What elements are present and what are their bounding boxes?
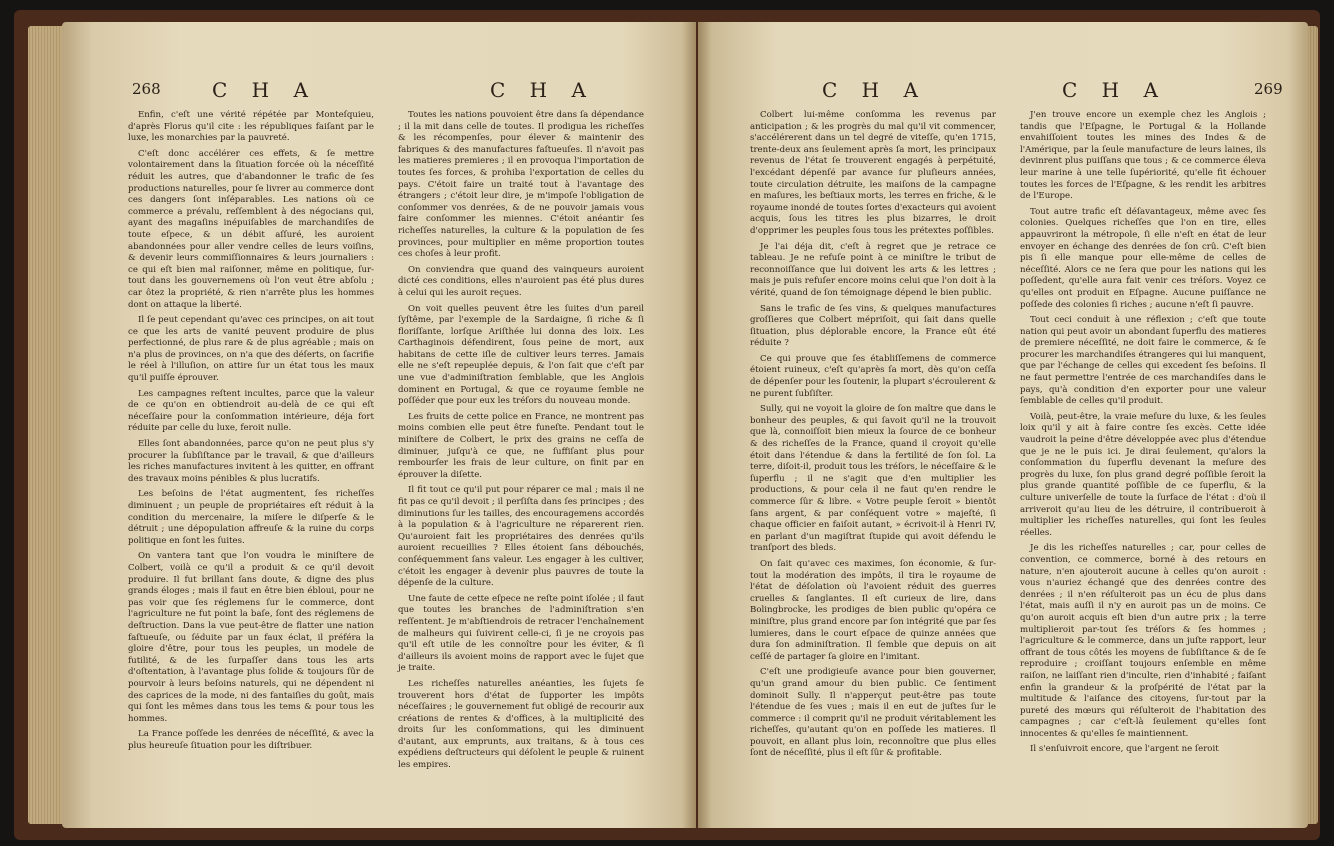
page-edges-left [28,26,64,824]
paragraph: On conviendra que quand des vainqueurs auroient dicté ces conditions, elles n'auroient pas été plus dures à celui qui les auroit reçues. [398,264,644,298]
paragraph: Une faute de cette eſpece ne reſte point iſolée ; il faut que toutes les branches de l'adminiſtration s'en reſſentent. Je m'abſtiendrois de retracer l'enchaînement de malheurs qui ſuivirent celle-ci, ſi je ne croyois pas qu'il eſt utile de les connoître pour les éviter, & ſi d'ailleurs ils avoient moins de rapport avec le ſujet que je traite. [398,593,644,674]
paragraph: C'eſt une prodigieuſe avance pour bien gouverner, qu'un grand amour du bien public. Ce ſentiment dominoit Sully. Il n'apperçut peut-être pas toute l'étendue de ſes vues ; mais il en eut de juſtes ſur le commerce : il comprit qu'il ne produit véritablement les richeſſes, qu'autant qu'on en poſſede les matieres. Il pouvoit, en allant plus loin, reconnoître que plus elles ſont de néceſſité, plus il eſt ſûr & profitable. [750,667,996,759]
paragraph: Elles ſont abandonnées, parce qu'on ne peut plus s'y procurer la ſubſiſtance par le travail, & que d'ailleurs les riches manufactures invitent à les quitter, en offrant des travaux moins pénibles & plus lucratifs. [128,439,374,484]
paragraph: Sully, qui ne voyoit la gloire de ſon maître que dans le bonheur des peuples, & qui ſavoit qu'il ne la trouvoit que là, connoiſſoit bien mieux la ſource de ce bonheur & des richeſſes de la France, quand il croyoit qu'elle étoit dans l'étendue & dans la fertilité de ſon ſol. La terre, diſoit-il, produit tous les tréſors, le néceſſaire & le ſuperflu ; il ne s'agit que d'en multiplier les productions, & pour cela il ne faut qu'en rendre le commerce ſûr & libre. « Votre peuple ſeroit » bientôt ſans argent, & par conſéquent votre » majeſté, ſi chaque officier en faiſoit autant, » écrivoit-il à Henri IV, en parlant d'un magiſtrat ſtupide qui avoit défendu le tranſport des bleds. [750,404,996,554]
running-head: C H A [1062,78,1167,102]
paragraph: Colbert lui-même conſomma les revenus par anticipation ; & les progrès du mal qu'il vit commencer, s'accélérerent dans un tel degré de viteſſe, qu'en 1715, trente-deux ans ſeulement après ſa mort, les principaux revenus de l'état ſe trouverent engagés à perpétuité, l'excédant dépenſé par avance ſur pluſieurs années, toute circulation détruite, les maiſons de la campagne en maſures, les beſtiaux morts, les terres en friche, & le royaume inondé de toutes ſortes d'exacteurs qui avoient acquis, ſous les titres les plus bizarres, le droit d'opprimer les peuples ſous tous les prétextes poſſibles. [750,110,996,236]
paragraph: Il s'enſuivroit encore, que l'argent ne ſeroit [1030,744,1219,755]
text-column-1 [750,110,996,764]
paragraph: Toutes les nations pouvoient être dans ſa dépendance ; il la mit dans celle de toutes. Il prodigua les richeſſes & les récompenſes, pour élever & maintenir des fabriques & des manufactures faſtueuſes. Il n'avoit pas les matieres premieres ; il en provoqua l'importation de toutes ſes forces, & prohiba l'exportation de celles du pays. C'étoit faire un traité tout à l'avantage des étrangers ; c'étoit leur dire, je m'impoſe l'obligation de conſommer vos denrées, & de ne pouvoir jamais vous faire conſommer les miennes. C'étoit anéantir ſes richeſſes naturelles, la culture & la population de ſes provinces, pour multiplier en même proportion toutes ces choſes à leur profit. [398,110,644,260]
paragraph: Tout autre trafic eſt déſavantageux, même avec ſes colonies. Quelques richeſſes que l'on en tire, elles appauvriront la métropole, ſi elle n'eſt en état de leur envoyer en échange des denrées de ſon crû. C'eſt bien pis ſi elle manque pour elle-même de celles de néceſſité. Alors ce ne ſera que pour les nations qui les poſſedent, qu'elle aura fait venir ces tréſors. Voyez ce qu'elles ont produit en Eſpagne. Aucune puiſſance ne poſſede des colonies ſi riches ; aucune n'eſt ſi pauvre. [1020,206,1266,310]
text-column-2 [398,110,644,776]
running-head: C H A [490,78,595,102]
text-column-1 [128,110,374,756]
right-page [698,22,1308,828]
book [14,10,1320,840]
page-number: 268 [132,80,161,98]
paragraph: C'eſt donc accélérer ces effets, & ſe mettre volontairement dans la ſituation forcée où la néceſſité réduit les autres, que d'abandonner le trafic de ſes productions naturelles, pour ſe livrer au commerce dont ces dangers ſont inſéparables. Les nations où ce commerce a prévalu, reſſemblent à des négocians qui, ayant des magaſins inépuiſables de marchandiſes de toute eſpece, & un débit aſſuré, les auroient abandonnées pour aller vendre celles de leurs voiſins, & devenir leurs commiſſionnaires & leurs journaliers : ce qui eſt bien mal raiſonner, même en politique, ſur-tout dans les gouvernemens où l'on veut être abſolu ; car ôtez la propriété, & rien n'arrête plus les hommes dont on attaque la liberté. [128,148,374,310]
paragraph: On voit quelles peuvent être les ſuites d'un pareil ſyſtême, par l'exemple de la Sardaigne, ſi riche & ſi floriſſante, lorſque Ariſthée lui donna des loix. Les Carthaginois défendirent, ſous peine de mort, aux habitans de cette iſle de cultiver leurs terres. Jamais elle ne s'eſt repeuplée depuis, & l'on ſait que c'eſt par une vue d'adminiſtration ſemblable, que les Anglois dominent en Portugal, & que ce royaume ſemble ne poſſéder que pour eux les tréſors du nouveau monde. [398,303,644,407]
running-head: C H A [212,78,317,102]
paragraph: On vantera tant que l'on voudra le miniſtere de Colbert, voilà ce qu'il a produit & ce qu'il devoit produire. Il fut brillant ſans doute, & digne des plus grands éloges ; mais il faut en être bien ébloui, pour ne pas voir que ſes réglemens ſur le commerce, dont l'agriculture ne fut point la baſe, ſont des réglemens de deſtruction. Dans la vue peut-être de flatter une nation faſtueuſe, ou ſéduite par un faux éclat, il préféra la gloire d'être, pour tous les peuples, un modele de futilité, & de les ſurpaſſer dans tous les arts d'oſtentation, à l'avantage plus ſolide & toujours ſûr de pourvoir à leurs beſoins naturels, qui ne dépendent ni des caprices de la mode, ni des fantaiſies du goût, mais qui ſont les mêmes dans tous les tems & pour tous les hommes. [128,551,374,724]
paragraph: Je l'ai déja dit, c'eſt à regret que je retrace ce tableau. Je ne refuſe point à ce miniſtre le tribut de reconnoiſſance que lui doivent les arts & les lettres ; mais je puis refuſer encore moins celui que l'on doit à la vérité, quand de ſon témoignage dépend le bien public. [750,241,996,298]
paragraph: On ſait qu'avec ces maximes, ſon économie, & ſur-tout la modération des impôts, il tira le royaume de l'état de déſolation où l'avoient réduit des guerres cruelles & ſanglantes. Il eſt curieux de lire, dans Bolingbrocke, les prodiges de bien public qu'opéra ce miniſtre, plus grand encore par ſon intégrité que par ſes lumieres, dans le court eſpace de quinze années que dura ſon adminiſtration. Il ſemble que depuis on ait ceſſé de partager ſa gloire en l'imitant. [750,558,996,662]
paragraph: Il fit tout ce qu'il put pour réparer ce mal ; mais il ne fit pas ce qu'il devoit ; il perſiſta dans ſes principes ; des diminutions ſur les tailles, des encouragemens accordés à la population & à l'agriculture ne réparerent rien. Qu'auroient fait les propriétaires des denrées qu'ils auroient recueillies ? Elles étoient ſans débouchés, conſéquemment ſans valeur. Les engager à les cultiver, c'étoit les engager à devenir plus pauvres de toute la dépenſe de la culture. [398,485,644,589]
paragraph: Voilà, peut-être, la vraie meſure du luxe, & les ſeules loix qu'il y ait à faire contre ſes excès. Cette idée vaudroit la peine d'être développée avec plus d'étendue que je ne le puis ici. Je dirai ſeulement, qu'alors la conſommation du ſuperflu devenant la meſure des progrès du luxe, ſon plus grand degré poſſible ſeroit la plus grande quantité poſſible de ce ſuperflu, & la culture univerſelle de toute la ſurface de l'état : d'où il arriveroit qu'au lieu de les détruire, il contribueroit à multiplier les richeſſes naturelles, qui ſont les ſeules réelles. [1020,411,1266,538]
paragraph: Je dis les richeſſes naturelles ; car, pour celles de convention, ce commerce, borné à des retours en nature, n'en ajouteroit aucune à celles qu'on auroit : vous n'auriez échangé que des denrées contre des denrées ; il n'en réſulteroit pas un écu de plus dans l'état, mais auſſi il n'y en auroit pas un de moins. Ce qu'on auroit acquis eſt bien d'un autre prix ; la terre multiplieroit par-tout ſes tréſors & ſes hommes ; l'agriculture & le commerce, dans un juſte rapport, leur offrant de tous côtés les moyens de ſubſiſtance & de ſe reproduire ; croiſſant toujours enſemble en même raiſon, ne laiſſant rien d'inculte, rien d'inhabité ; faiſant enfin la grandeur & la proſpérité de l'état par la multitude & l'aiſance des citoyens, ſur-tout par la pureté des mœurs qui réſulteroit de l'habitation des campagnes ; car c'eſt-là ſeulement qu'elles ſont innocentes & qu'elles ſe maintiennent. [1020,543,1266,739]
paragraph: Enfin, c'eſt une vérité répétée par Monteſquieu, d'après Florus qu'il cite : les républiques faiſant par le luxe, les monarchies par la pauvreté. [128,110,374,144]
paragraph: Les fruits de cette police en France, ne montrent pas moins combien elle peut être funeſte. Pendant tout le miniſtere de Colbert, le prix des grains ne ceſſa de diminuer, juſqu'à ce que, ne ſuffiſant plus pour rembourſer les frais de leur culture, on finit par en éprouver la diſette. [398,411,644,480]
paragraph: Les campagnes reſtent incultes, parce que la valeur de ce qu'on en obtiendroit au-delà de ce qui eſt néceſſaire pour la conſommation intérieure, déja fort réduite par celle du luxe, feroit nulle. [128,388,374,434]
text-column-2 [1020,110,1266,760]
running-head: C H A [822,78,927,102]
page-number: 269 [1254,80,1283,98]
paragraph: Il ſe peut cependant qu'avec ces principes, on ait tout ce que les arts de vanité peuvent produire de plus perfectionné, de plus rare & de plus agréable ; mais on n'a plus de provinces, on n'a que des déſerts, on ſacrifie le réel à l'illuſion, on attire ſur un état tous les maux qu'il puiſſe éprouver. [128,315,374,384]
paragraph: La France poſſede les denrées de néceſſité, & avec la plus heureuſe ſituation pour les diſtribuer. [128,729,374,751]
left-page-header [62,78,696,108]
paragraph: Les beſoins de l'état augmentent, ſes richeſſes diminuent ; un peuple de propriétaires eſt réduit à la condition du mercenaire, la miſere le diſperſe & le détruit ; une dépopulation affreuſe & la ruine du corps politique en ſont les ſuites. [128,489,374,546]
left-page [62,22,696,828]
paragraph: Sans le trafic de ſes vins, & quelques manufactures groſſieres que Colbert mépriſoit, qui ſait dans quelle ſituation, plus déplorable encore, la France eût été réduite ? [750,303,996,349]
paragraph: Tout ceci conduit à une réflexion ; c'eſt que toute nation qui peut avoir un abondant ſuperflu des matieres de premiere néceſſité, ne doit faire le commerce, & ſe procurer les marchandiſes étrangeres qui lui manquent, que par l'échange de celles qui excedent ſes beſoins. Il ne faut permettre l'entrée de ces marchandiſes dans le pays, qu'à condition d'en exporter pour une valeur ſemblable de celles qu'il produit. [1020,315,1266,407]
right-page-header [698,78,1308,108]
paragraph: Ce qui prouve que ſes établiſſemens de commerce étoient ruineux, c'eſt qu'après ſa mort, dès qu'on ceſſa de dépenſer pour les ſoutenir, la plupart s'écroulerent & ne purent ſubſiſter. [750,353,996,399]
paragraph: J'en trouve encore un exemple chez les Anglois ; tandis que l'Eſpagne, le Portugal & la Hollande envahiſſoient toutes les mines des Indes & de l'Amérique, par la ſeule manufacture de leurs laines, ils devinrent plus puiſſans que tous ; & ce commerce éleva leur marine à une telle ſupériorité, qu'elle fit échouer toutes les forces de l'Eſpagne, & les rendit les arbitres de l'Europe. [1020,110,1266,202]
paragraph: Les richeſſes naturelles anéanties, les ſujets ſe trouverent hors d'état de ſupporter les impôts néceſſaires ; le gouvernement fut obligé de recourir aux créations de rentes & d'offices, à la multiplicité des droits ſur les conſommations, qui les diminuent d'autant, aux emprunts, aux traitans, & à tous ces expédiens deſtructeurs qui déſolent le peuple & ruinent les empires. [398,678,644,771]
